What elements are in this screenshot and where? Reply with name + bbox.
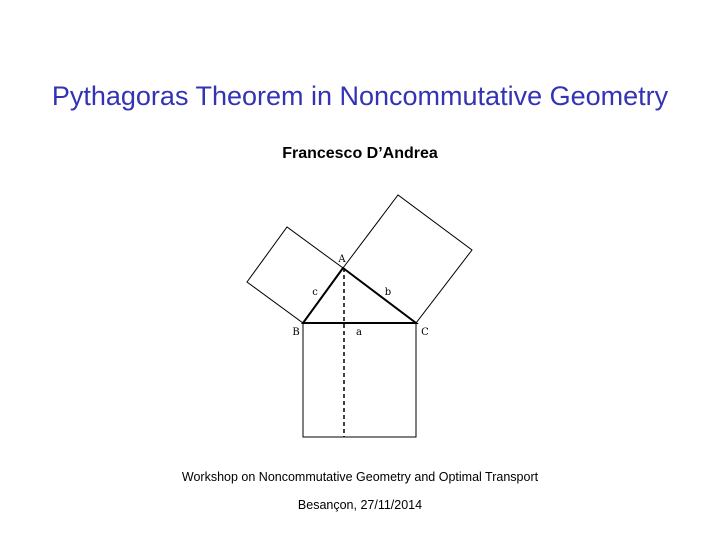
side-label-a: a [356, 327, 362, 338]
vertex-label-c: C [421, 327, 429, 338]
event-name: Workshop on Noncommutative Geometry and Optimal Transport [181, 470, 539, 484]
pythagoras-figure [240, 190, 480, 440]
square-on-side-c [247, 227, 343, 323]
vertex-label-a: A [338, 254, 346, 265]
triangle-abc [303, 268, 416, 323]
square-on-side-b [343, 195, 472, 323]
vertex-label-b: B [292, 327, 300, 338]
place-and-date: Besançon, 27/11/2014 [297, 498, 423, 512]
author-name: Francesco D’Andrea [282, 145, 438, 162]
pythagoras-diagram [240, 190, 480, 440]
slide-title: Pythagoras Theorem in Noncommutative Geometry [51, 81, 669, 111]
square-on-side-a [303, 323, 416, 437]
side-label-c: c [312, 287, 318, 298]
side-label-b: b [384, 287, 392, 298]
